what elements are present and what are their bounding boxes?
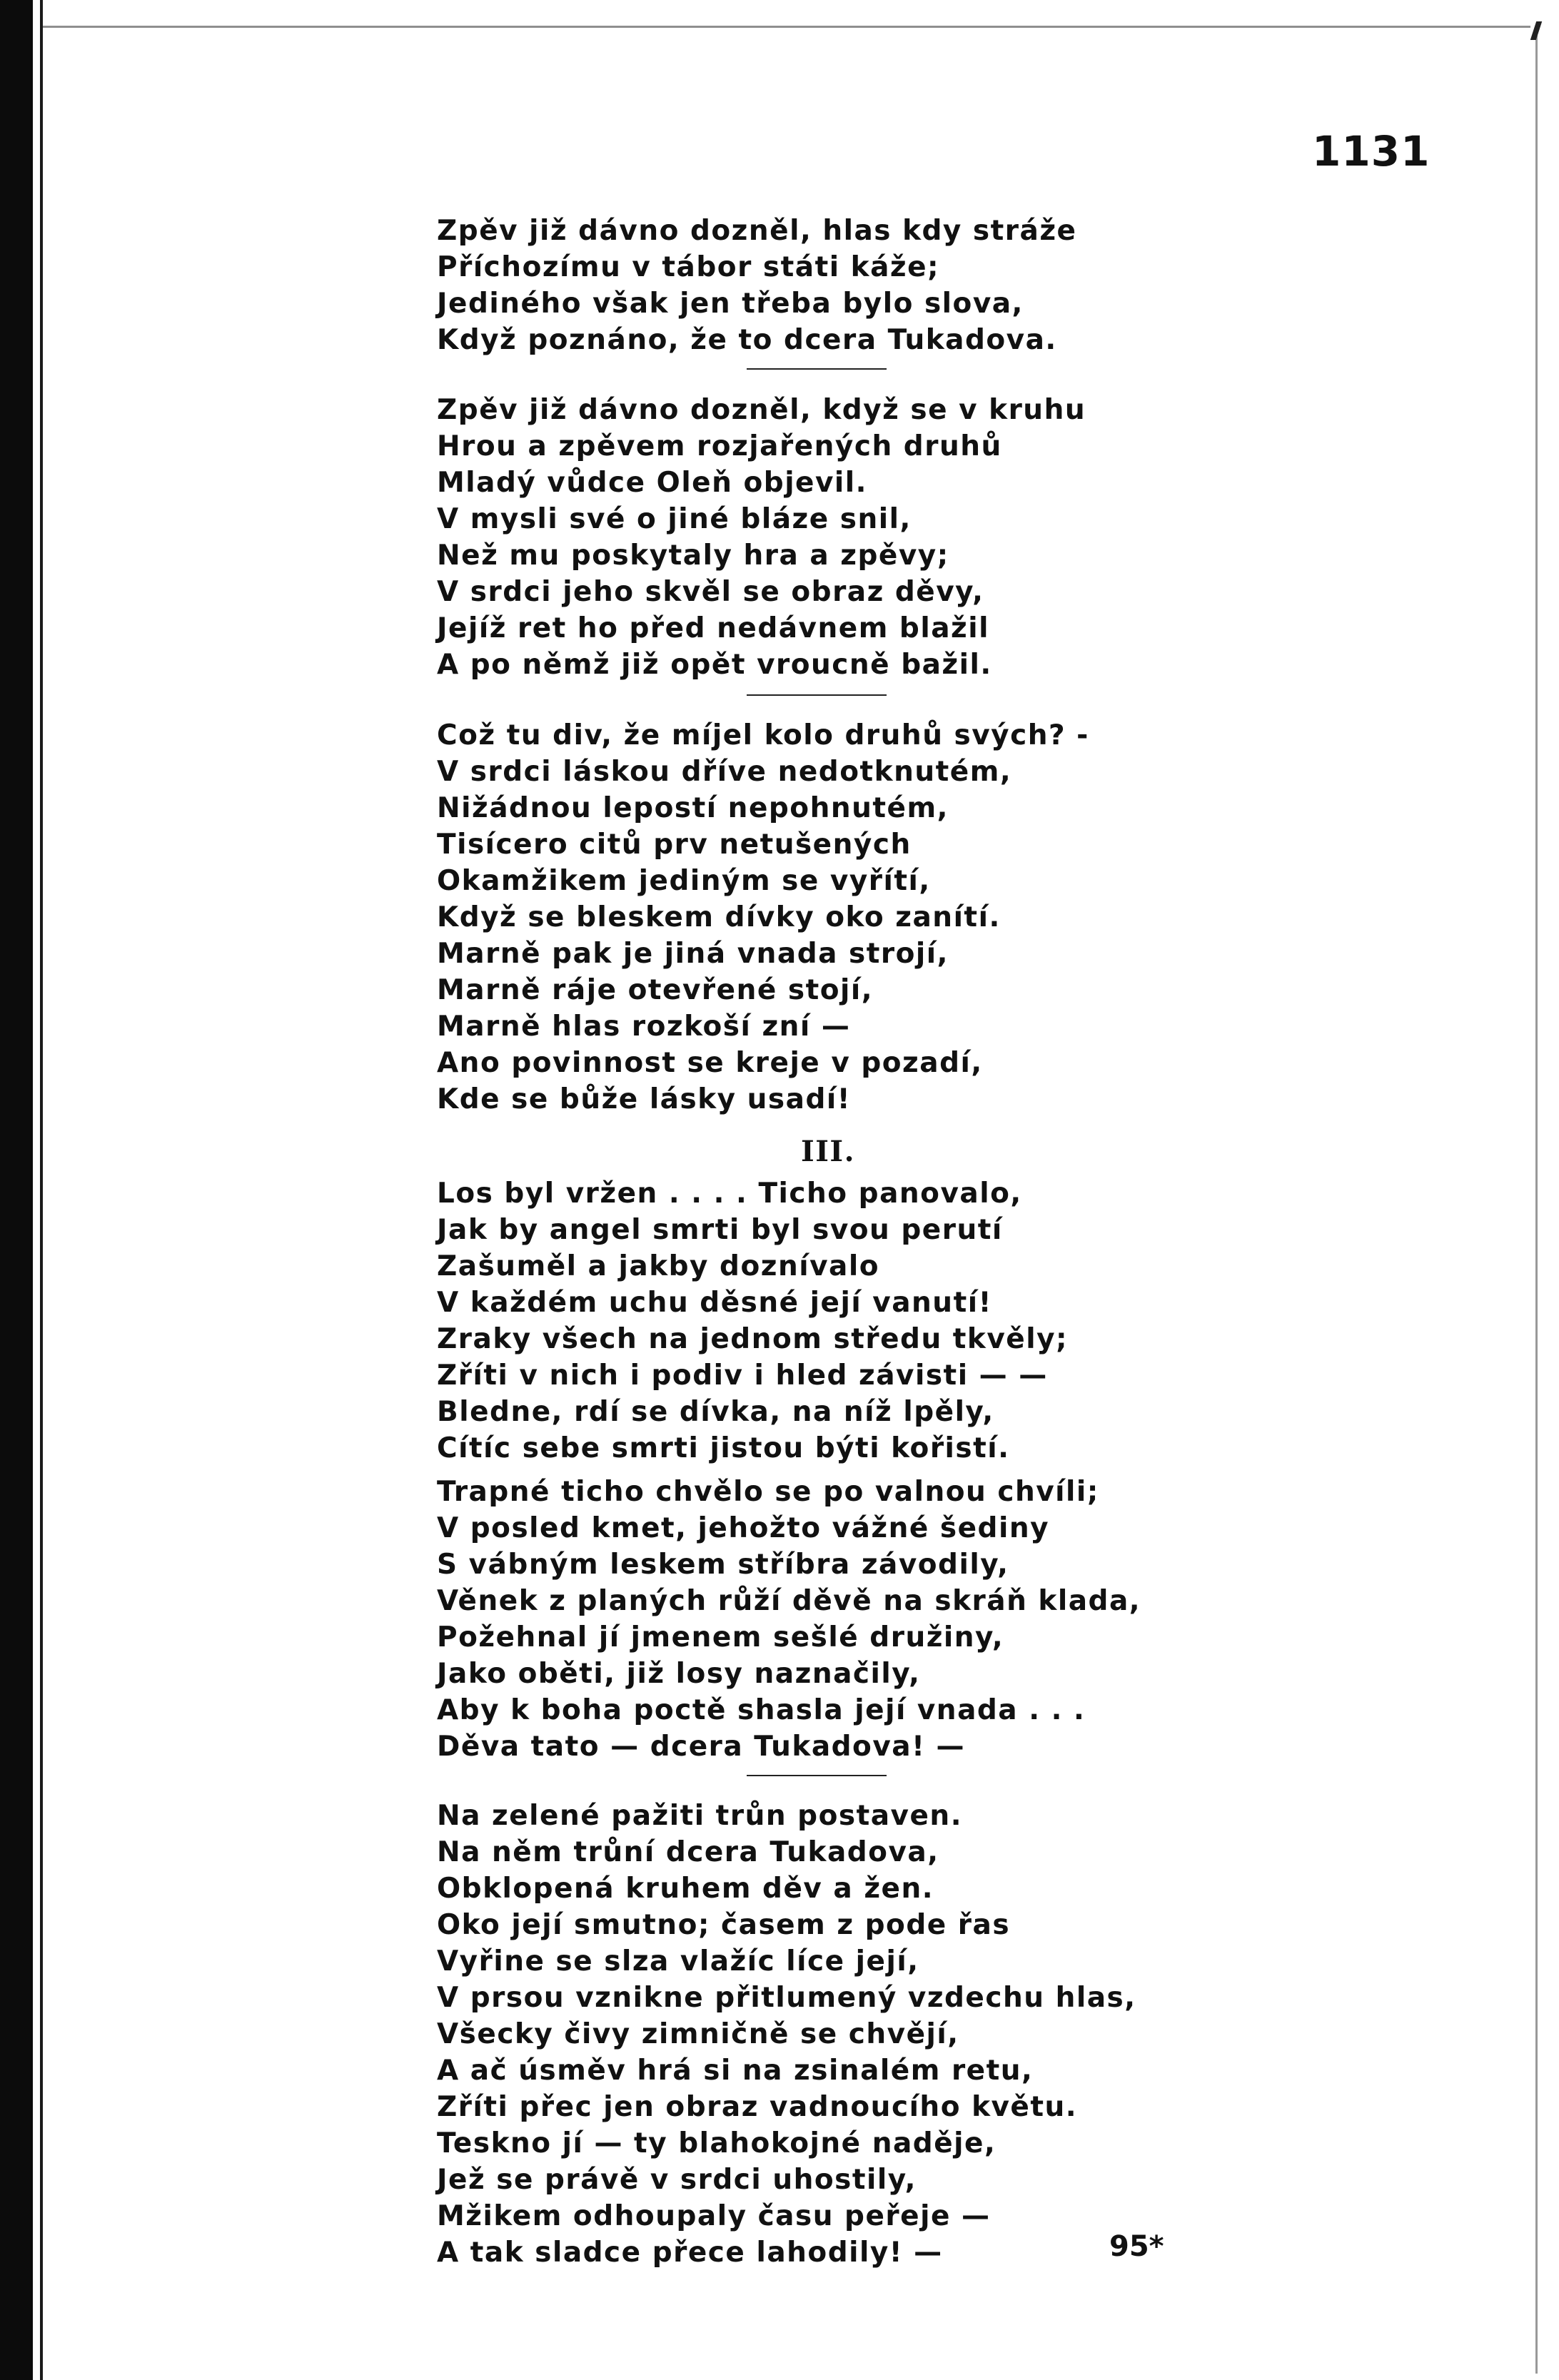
verse-line: Cítíc sebe smrti jistou býti kořistí.	[437, 1432, 1010, 1464]
verse-line: Kde se bůže lásky usadí!	[437, 1083, 852, 1115]
verse-line: Aby k boha poctě shasla její vnada . . .	[437, 1694, 1086, 1726]
verse-line: Jediného však jen třeba bylo slova,	[437, 288, 1024, 320]
verse-line: Všecky čivy zimničně se chvějí,	[437, 2018, 959, 2050]
verse-line: V prsou vznikne přitlumený vzdechu hlas,	[437, 1982, 1136, 2014]
verse-line: Mžikem odhoupaly času peřeje —	[437, 2200, 991, 2232]
verse-line: Hrou a zpěvem rozjařených druhů	[437, 430, 1002, 462]
verse-line: Ano povinnost se kreje v pozadí,	[437, 1047, 983, 1079]
verse-line: Zříti přec jen obraz vadnoucího květu.	[437, 2091, 1078, 2123]
verse-line: Marně hlas rozkoší zní —	[437, 1011, 851, 1043]
verse-line: Zpěv již dávno dozněl, hlas kdy stráže	[437, 215, 1077, 247]
verse-line: V posled kmet, jehožto vážné šediny	[437, 1512, 1050, 1544]
verse-line: Los byl vržen . . . . Ticho panovalo,	[437, 1178, 1022, 1210]
verse-line: Jejíž ret ho před nedávnem blažil	[437, 612, 989, 644]
verse-line: Což tu div, že míjel kolo druhů svých? -	[437, 719, 1089, 751]
verse-line: Než mu poskytaly hra a zpěvy;	[437, 540, 949, 572]
verse-line: Zraky všech na jednom středu tkvěly;	[437, 1323, 1069, 1355]
verse-line: Zříti v nich i podiv i hled závisti — —	[437, 1359, 1048, 1392]
verse-line: Oko její smutno; časem z pode řas	[437, 1909, 1011, 1941]
stanza-2	[437, 392, 1151, 683]
verse-line: Požehnal jí jmenem sešlé družiny,	[437, 1621, 1004, 1654]
verse-line: Příchozímu v tábor státi káže;	[437, 251, 940, 283]
verse-line: Nižádnou lepostí nepohnutém,	[437, 792, 949, 824]
verse-line: Zašuměl a jakby doznívalo	[437, 1250, 879, 1282]
page-right-edge	[1535, 26, 1538, 2374]
verse-line: Když poznáno, že to dcera Tukadova.	[437, 324, 1057, 356]
section-separator	[747, 694, 887, 696]
scan-left-border	[0, 0, 33, 2380]
printer-signature-mark: 95*	[1109, 2230, 1164, 2263]
verse-line: A tak sladce přece lahodily! —	[437, 2237, 943, 2269]
section-separator	[747, 1775, 887, 1776]
stanza-1	[437, 213, 1151, 358]
verse-line: Obklopená kruhem děv a žen.	[437, 1873, 934, 1905]
verse-line: Jež se právě v srdci uhostily,	[437, 2164, 917, 2196]
verse-line: Trapné ticho chvělo se po valnou chvíli;	[437, 1476, 1099, 1508]
stanza-5	[437, 1474, 1151, 1765]
verse-line: Jak by angel smrti byl svou perutí	[437, 1214, 1003, 1246]
scan-left-rule	[40, 0, 43, 2380]
verse-line: Děva tato — dcera Tukadova! —	[437, 1731, 965, 1763]
verse-line: Marně ráje otevřené stojí,	[437, 974, 874, 1006]
stanza-gap	[437, 1467, 1151, 1474]
section-heading: III.	[801, 1135, 856, 1168]
verse-line: A ač úsměv hrá si na zsinalém retu,	[437, 2055, 1034, 2087]
verse-line: S vábným leskem stříbra závodily,	[437, 1549, 1009, 1581]
scan-left-gap	[33, 0, 40, 2380]
verse-line: V mysli své o jiné bláze snil,	[437, 503, 912, 535]
verse-line: V srdci láskou dříve nedotknutém,	[437, 756, 1012, 788]
verse-line: Věnek z planých růží děvě na skráň klada,	[437, 1585, 1141, 1617]
poem-body	[437, 213, 1151, 2271]
stanza-4	[437, 1175, 1151, 1467]
stanza-6	[437, 1798, 1151, 2271]
verse-line: Tisícero citů prv netušených	[437, 829, 912, 861]
verse-line: V každém uchu děsné její vanutí!	[437, 1287, 992, 1319]
verse-line: Okamžikem jediným se vyřítí,	[437, 865, 931, 897]
verse-line: Vyřine se slza vlažíc líce její,	[437, 1945, 919, 1978]
verse-line: Bledne, rdí se dívka, na níž lpěly,	[437, 1396, 994, 1428]
verse-line: V srdci jeho skvěl se obraz děvy,	[437, 576, 984, 608]
verse-line: Teskno jí — ty blahokojné naděje,	[437, 2127, 997, 2159]
corner-mark	[1530, 21, 1542, 40]
section-separator	[747, 368, 887, 370]
verse-line: A po němž již opět vroucně bažil.	[437, 649, 992, 681]
page-top-edge	[43, 26, 1530, 28]
verse-line: Na něm trůní dcera Tukadova,	[437, 1836, 939, 1868]
verse-line: Marně pak je jiná vnada strojí,	[437, 938, 949, 970]
stanza-3	[437, 717, 1151, 1118]
verse-line: Jako oběti, již losy naznačily,	[437, 1658, 921, 1690]
verse-line: Když se bleskem dívky oko zanítí.	[437, 901, 1001, 933]
verse-line: Na zelené pažiti trůn postaven.	[437, 1800, 963, 1832]
verse-line: Mladý vůdce Oleň objevil.	[437, 467, 867, 499]
verse-line: Zpěv již dávno dozněl, když se v kruhu	[437, 394, 1086, 426]
page-number: 1131	[1312, 127, 1431, 176]
